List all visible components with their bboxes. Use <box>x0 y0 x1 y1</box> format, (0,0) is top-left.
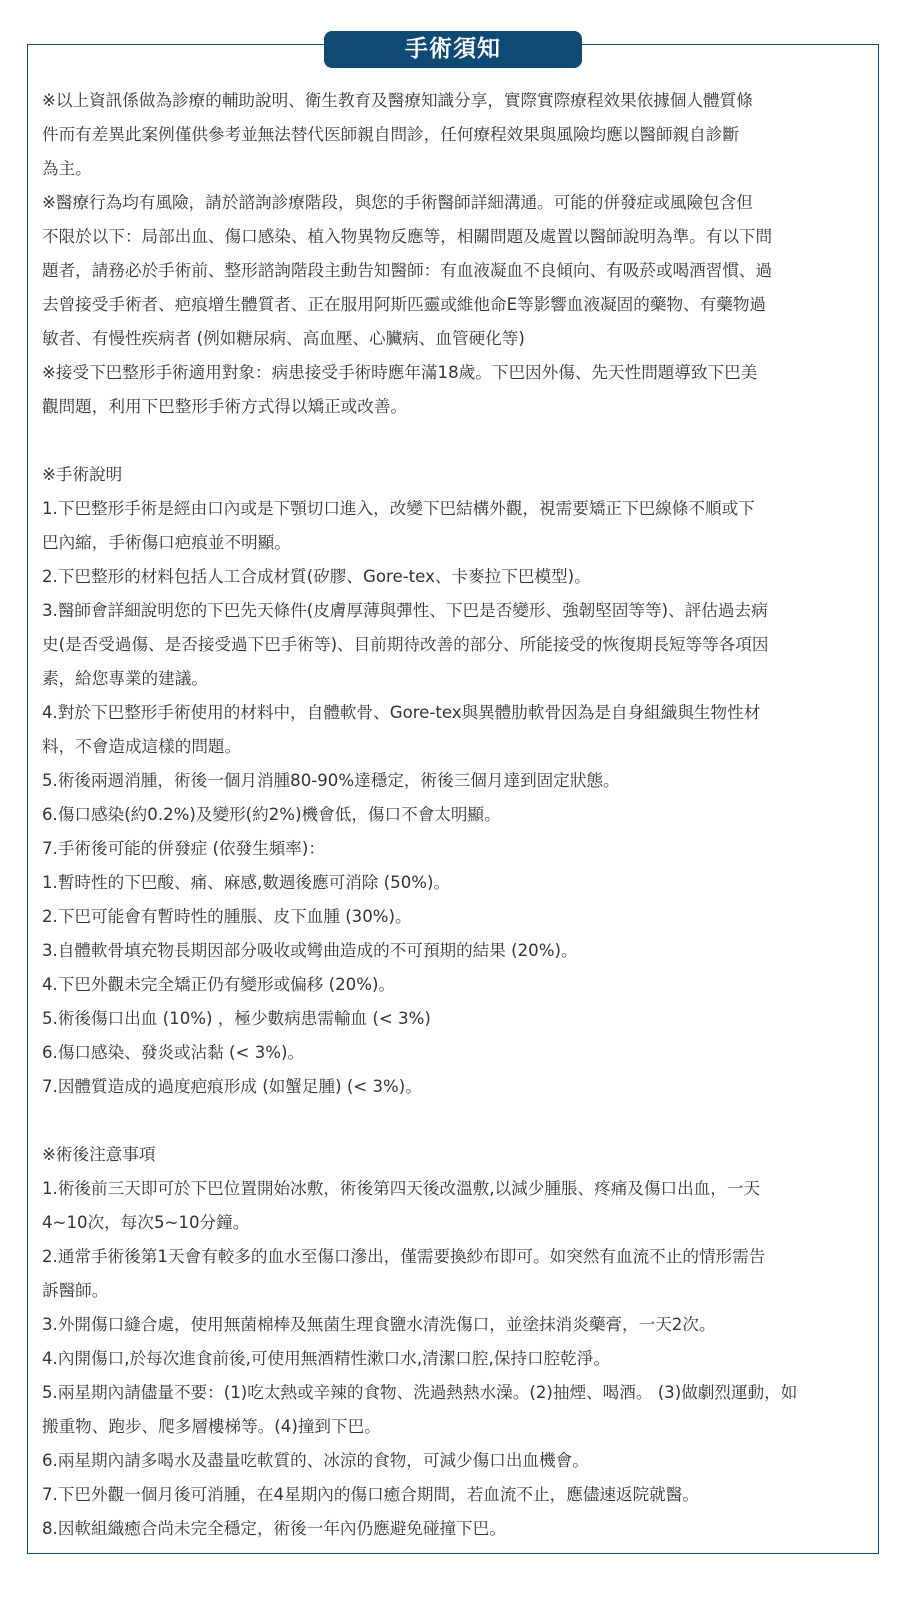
text-line: 1.暫時性的下巴酸、痛、麻感,數週後應可消除 (50%)。 <box>42 873 451 892</box>
text-line: 題者，請務必於手術前、整形諮詢階段主動告知醫師：有血液凝血不良傾向、有吸菸或喝酒習慣、過 <box>42 261 773 280</box>
text-line: ※手術說明 <box>42 465 123 484</box>
text-line: 觀問題，利用下巴整形手術方式得以矯正或改善。 <box>42 397 408 416</box>
text-line: 4.對於下巴整形手術使用的材料中，自體軟骨、Gore-tex與異體肋軟骨因為是自身組織與生物性材 <box>42 703 761 722</box>
text-line: 4.下巴外觀未完全矯正仍有變形或偏移 (20%)。 <box>42 975 396 994</box>
text-line: 史(是否受過傷、是否接受過下巴手術等)、目前期待改善的部分、所能接受的恢復期長短等等各項因 <box>42 635 769 654</box>
text-line: 6.傷口感染、發炎或沾黏 (< 3%)。 <box>42 1043 305 1062</box>
text-line: 料，不會造成這樣的問題。 <box>42 737 242 756</box>
text-line: 6.傷口感染(約0.2%)及變形(約2%)機會低，傷口不會太明顯。 <box>42 805 501 824</box>
text-line: 不限於以下：局部出血、傷口感染、植入物異物反應等，相關問題及處置以醫師說明為準。有以下問 <box>42 227 773 246</box>
text-line: 敏者、有慢性疾病者 (例如糖尿病、高血壓、心臟病、血管硬化等) <box>42 329 525 348</box>
text-line: 2.通常手術後第1天會有較多的血水至傷口滲出，僅需要換紗布即可。如突然有血流不止的情形需告 <box>42 1247 766 1266</box>
text-line: 1.術後前三天即可於下巴位置開始冰敷，術後第四天後改溫敷,以減少腫脹、疼痛及傷口出血，一天 <box>42 1179 761 1198</box>
text-line: 3.自體軟骨填充物長期因部分吸收或彎曲造成的不可預期的結果 (20%)。 <box>42 941 578 960</box>
text-line: 5.術後兩週消腫，術後一個月消腫80-90%達穩定，術後三個月達到固定狀態。 <box>42 771 620 790</box>
text-line: 7.因體質造成的過度疤痕形成 (如蟹足腫) (< 3%)。 <box>42 1077 422 1096</box>
text-line: 4.內開傷口,於每次進食前後,可使用無酒精性漱口水,清潔口腔,保持口腔乾淨。 <box>42 1349 610 1368</box>
blank-line <box>42 424 867 458</box>
text-line: 6.兩星期內請多喝水及盡量吃軟質的、冰涼的食物，可減少傷口出血機會。 <box>42 1451 589 1470</box>
text-line: 3.外開傷口縫合處，使用無菌棉棒及無菌生理食鹽水清洗傷口，並塗抹消炎藥膏，一天2次。 <box>42 1315 716 1334</box>
text-line: ※以上資訊係做為診療的輔助說明、衛生教育及醫療知識分享，實際實際療程效果依據個人體質條 <box>42 91 753 110</box>
text-line: 2.下巴可能會有暫時性的腫脹、皮下血腫 (30%)。 <box>42 907 412 926</box>
page-title: 手術須知 <box>324 31 582 68</box>
text-line: 4~10次，每次5~10分鐘。 <box>42 1213 250 1232</box>
text-line: 件而有差異此案例僅供參考並無法替代医師親自問診，任何療程效果與風險均應以醫師親自診斷 <box>42 125 739 144</box>
text-line: 為主。 <box>42 159 92 178</box>
text-line: 8.因軟組織癒合尚未完全穩定，術後一年內仍應避免碰撞下巴。 <box>42 1519 506 1538</box>
notice-content <box>42 84 867 1546</box>
text-line: 搬重物、跑步、爬多層樓梯等。(4)撞到下巴。 <box>42 1417 381 1436</box>
text-line: ※醫療行為均有風險，請於諮詢診療階段，與您的手術醫師詳細溝通。可能的併發症或風險包含但 <box>42 193 753 212</box>
text-line: 7.下巴外觀一個月後可消腫，在4星期內的傷口癒合期間，若血流不止，應儘速返院就醫。 <box>42 1485 699 1504</box>
text-line: 素，給您專業的建議。 <box>42 669 208 688</box>
text-line: 2.下巴整形的材料包括人工合成材質(矽膠、Gore-tex、卡麥拉下巴模型)。 <box>42 567 591 586</box>
text-line: 7.手術後可能的併發症 (依發生頻率)： <box>42 839 325 858</box>
text-line: 5.術後傷口出血 (10%) ，極少數病患需輸血 (< 3%) <box>42 1009 431 1028</box>
text-line: 巴內縮，手術傷口疤痕並不明顯。 <box>42 533 291 552</box>
text-line: 去曾接受手術者、疤痕增生體質者、正在服用阿斯匹靈或維他命E等影響血液凝固的藥物、有藥物過 <box>42 295 767 314</box>
text-line: 1.下巴整形手術是經由口內或是下顎切口進入，改變下巴結構外觀，視需要矯正下巴線條不順或下 <box>42 499 755 518</box>
text-line: ※術後注意事項 <box>42 1145 156 1164</box>
text-line: 5.兩星期內請儘量不要：(1)吃太熱或辛辣的食物、洗過熱熱水澡。(2)抽煙、喝酒。 (3)做劇烈運動，如 <box>42 1383 798 1402</box>
text-line: 3.醫師會詳細說明您的下巴先天條件(皮膚厚薄與彈性、下巴是否變形、強韌堅固等等)、評估過去病 <box>42 601 768 620</box>
text-line: 訴醫師。 <box>42 1281 109 1300</box>
blank-line <box>42 1104 867 1138</box>
text-line: ※接受下巴整形手術適用對象：病患接受手術時應年滿18歲。下巴因外傷、先天性問題導致下巴美 <box>42 363 758 382</box>
